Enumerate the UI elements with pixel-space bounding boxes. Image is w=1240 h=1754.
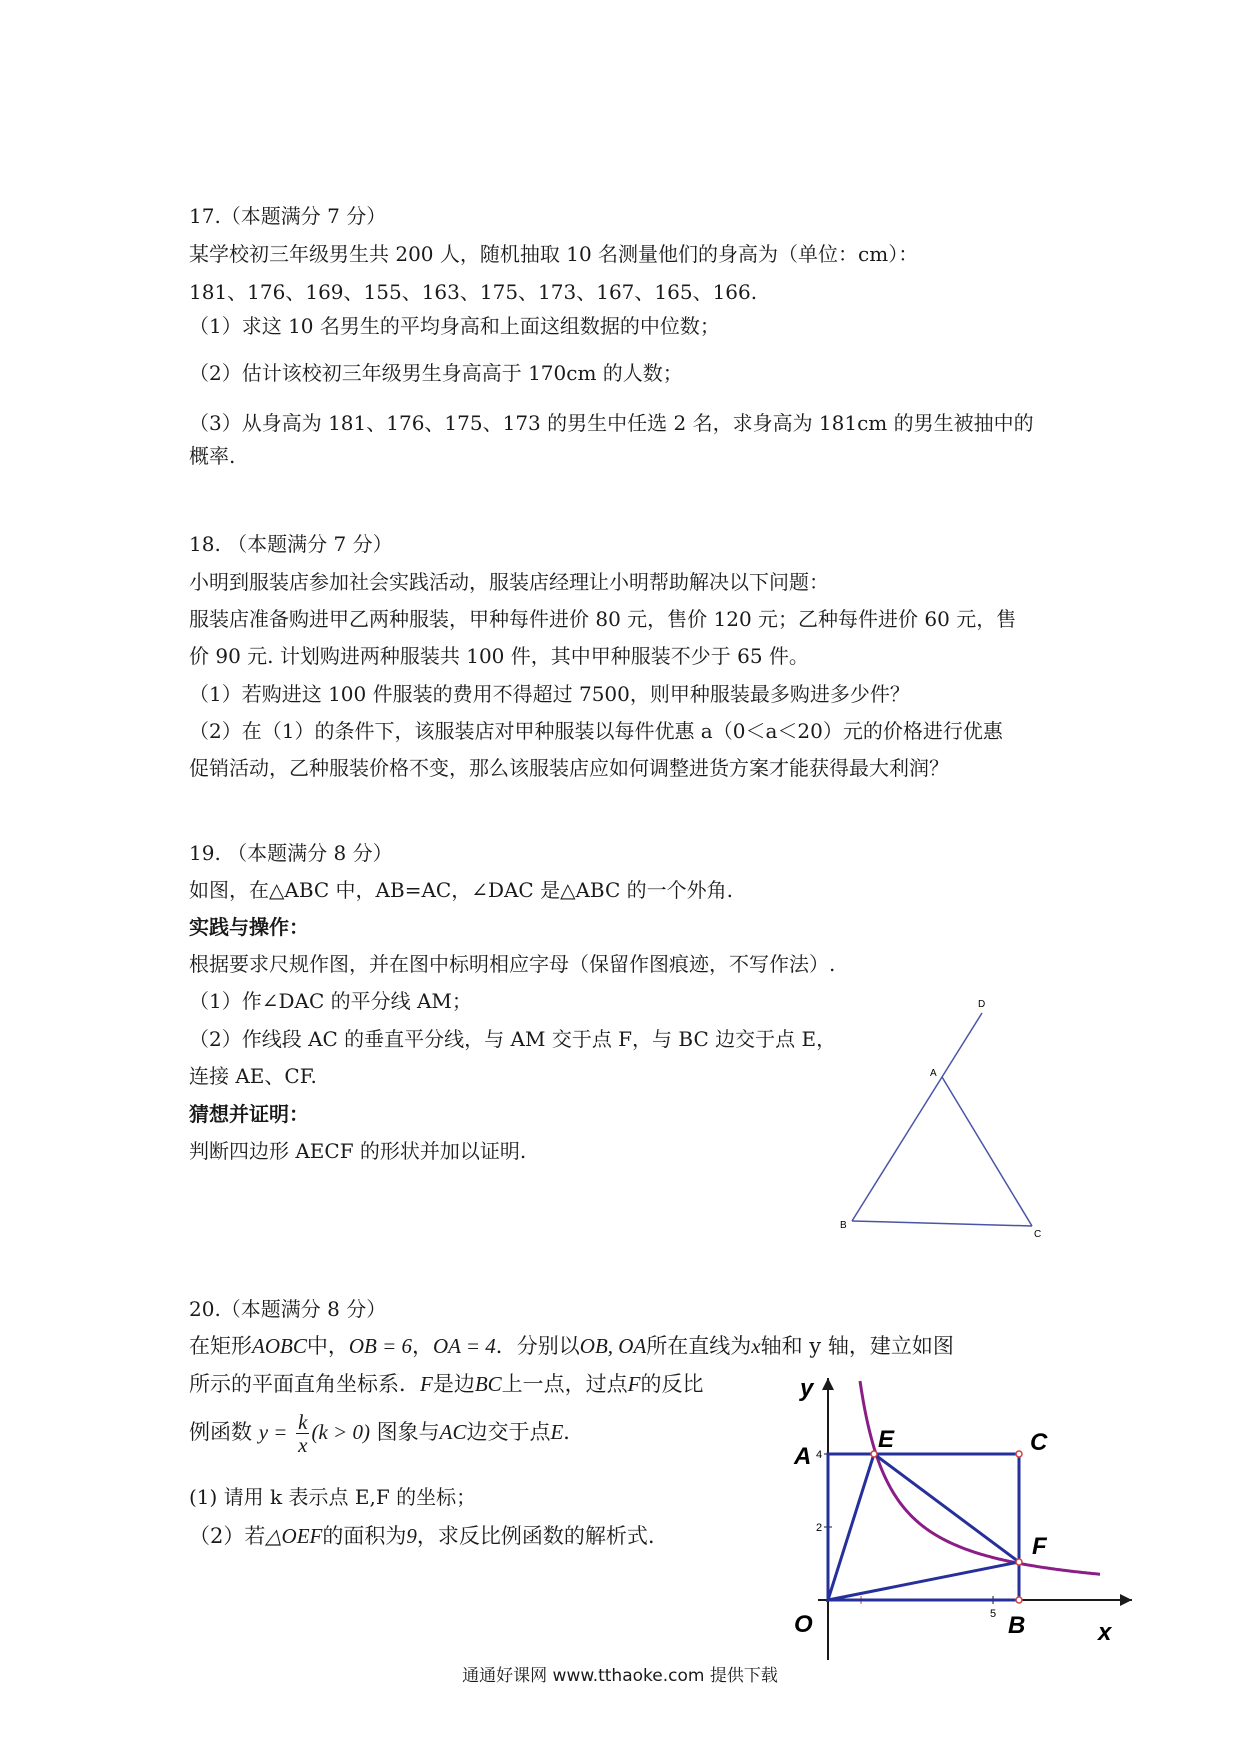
q20-l2-bc: BC bbox=[474, 1372, 502, 1396]
q19-practice-text: 根据要求尺规作图，并在图中标明相应字母（保留作图痕迹，不写作法）. bbox=[189, 952, 836, 976]
q20-coordinate-figure bbox=[780, 1370, 1140, 1660]
q20-l3-y: y = bbox=[258, 1420, 288, 1444]
q17-part1: （1）求这 10 名男生的平均身高和上面这组数据的中位数； bbox=[189, 314, 720, 338]
q20-header: 20.（本题满分 8 分） bbox=[189, 1297, 387, 1321]
label-C: C bbox=[1030, 1429, 1048, 1456]
q20-l1-text: 在矩形 bbox=[189, 1334, 252, 1358]
q20-l2-f2: F bbox=[627, 1372, 641, 1396]
q20-l1-axes: OB, OA bbox=[579, 1334, 647, 1358]
label-a: A bbox=[930, 1068, 937, 1079]
label-B: B bbox=[1008, 1612, 1026, 1639]
q19-part2: （2）作线段 AC 的垂直平分线，与 AM 交于点 F，与 BC 边交于点 E， bbox=[189, 1027, 837, 1051]
q17-header: 17.（本题满分 7 分） bbox=[189, 204, 387, 228]
q20-p2-nine: 9 bbox=[406, 1524, 417, 1548]
label-x: x bbox=[1098, 1619, 1112, 1646]
q19-guess-title: 猜想并证明： bbox=[189, 1102, 309, 1126]
point-c bbox=[1016, 1451, 1022, 1457]
q18-header: 18. （本题满分 7 分） bbox=[189, 532, 393, 556]
q19-triangle-figure bbox=[820, 990, 1080, 1240]
q18-stem-1: 小明到服装店参加社会实践活动，服装店经理让小明帮助解决以下问题： bbox=[189, 570, 829, 594]
q20-l3-text: 例函数 bbox=[189, 1420, 252, 1444]
label-d: D bbox=[978, 999, 986, 1010]
point-b bbox=[1016, 1597, 1022, 1603]
q17-part3: （3）从身高为 181、176、175、173 的男生中任选 2 名，求身高为 181cm 的男生被抽中的 bbox=[189, 411, 1034, 435]
tick-label-2: 2 bbox=[816, 1522, 823, 1534]
q18-part2-cont: 促销活动，乙种服装价格不变，那么该服装店应如何调整进货方案才能获得最大利润？ bbox=[189, 756, 949, 780]
q20-l1-text: 所在直线为 bbox=[646, 1334, 752, 1358]
q20-part2 bbox=[189, 1523, 655, 1549]
label-O: O bbox=[794, 1611, 813, 1638]
label-c: C bbox=[1034, 1229, 1042, 1240]
q19-guess-text: 判断四边形 AECF 的形状并加以证明. bbox=[189, 1139, 527, 1163]
q19-header: 19. （本题满分 8 分） bbox=[189, 841, 393, 865]
q20-line3 bbox=[189, 1408, 584, 1456]
q19-stem: 如图，在△ABC 中，AB=AC，∠DAC 是△ABC 的一个外角. bbox=[189, 878, 734, 902]
q18-part1: （1）若购进这 100 件服装的费用不得超过 7500，则甲种服装最多购进多少件？ bbox=[189, 682, 910, 706]
label-A: A bbox=[794, 1443, 812, 1470]
q20-line2 bbox=[189, 1371, 704, 1397]
q20-p2-text: ，求反比例函数的解析式. bbox=[416, 1524, 655, 1548]
q17-part3-cont: 概率. bbox=[189, 444, 236, 468]
line-a-to-c bbox=[942, 1077, 1032, 1226]
q20-part1: (1) 请用 k 表示点 E,F 的坐标； bbox=[189, 1485, 477, 1509]
q18-stem-2: 服装店准备购进甲乙两种服装，甲种每件进价 80 元，售价 120 元；乙种每件进价 60 元，售 bbox=[189, 607, 1017, 631]
q18-part2: （2）在（1）的条件下，该服装店对甲种服装以每件优惠 a（0＜a＜20）元的价格进行优惠 bbox=[189, 719, 1003, 743]
q17-stem: 某学校初三年级男生共 200 人，随机抽取 10 名测量他们的身高为（单位：cm）： bbox=[189, 242, 919, 266]
q19-practice-title: 实践与操作： bbox=[189, 915, 309, 939]
q20-l1-text: 中， bbox=[306, 1334, 349, 1358]
tick-label-5: 5 bbox=[990, 1608, 997, 1620]
fraction-denominator: x bbox=[298, 1433, 308, 1457]
q20-l1-oa: OA = 4 bbox=[433, 1334, 496, 1358]
q20-l1-ob: OB = 6 bbox=[348, 1334, 412, 1358]
hyperbola-curve bbox=[860, 1381, 1100, 1574]
point-e bbox=[871, 1451, 877, 1457]
label-E: E bbox=[878, 1426, 895, 1453]
q20-l3-ac: AC bbox=[439, 1420, 467, 1444]
q20-p2-oef: △OEF bbox=[265, 1524, 323, 1548]
q20-l3-text: ． bbox=[563, 1420, 585, 1444]
q18-stem-3: 价 90 元. 计划购进两种服装共 100 件，其中甲种服装不少于 65 件。 bbox=[189, 644, 809, 668]
line-b-to-d bbox=[852, 1013, 982, 1221]
label-F: F bbox=[1032, 1533, 1047, 1560]
line-b-to-c bbox=[852, 1221, 1032, 1226]
q20-l1-aobc: AOBC bbox=[252, 1334, 307, 1358]
q20-l1-text: ， bbox=[412, 1334, 433, 1358]
q20-l3-text: 边交于点 bbox=[466, 1420, 551, 1444]
q20-l2-f: F bbox=[420, 1372, 433, 1396]
q20-l3-e: E bbox=[550, 1420, 564, 1444]
q20-p2-text: （2）若 bbox=[189, 1524, 266, 1548]
fraction-k-over-x bbox=[296, 1411, 309, 1456]
q20-l1-text: 轴和 y 轴，建立如图 bbox=[760, 1334, 954, 1358]
q20-p2-text: 的面积为 bbox=[322, 1524, 407, 1548]
label-y: y bbox=[800, 1375, 814, 1402]
point-f bbox=[1016, 1559, 1022, 1565]
q20-l2-text: 所示的平面直角坐标系． bbox=[189, 1372, 420, 1396]
q19-part2-cont: 连接 AE、CF. bbox=[189, 1064, 317, 1088]
q20-line1 bbox=[189, 1333, 954, 1359]
fraction-numerator: k bbox=[298, 1410, 308, 1434]
q19-part1: （1）作∠DAC 的平分线 AM； bbox=[189, 989, 472, 1013]
tick-label-4: 4 bbox=[816, 1449, 823, 1461]
q17-part2: （2）估计该校初三年级男生身高高于 170cm 的人数； bbox=[189, 361, 683, 385]
q20-l3-text: 图象与 bbox=[376, 1420, 440, 1444]
q20-l3-k-condition: (k > 0) bbox=[311, 1420, 370, 1444]
q20-l1-text: ．分别以 bbox=[495, 1334, 580, 1358]
q20-l2-text: 的反比 bbox=[640, 1372, 704, 1396]
q20-l1-x: x bbox=[751, 1334, 761, 1358]
q20-l2-text: 是边 bbox=[432, 1372, 475, 1396]
label-b: B bbox=[840, 1220, 847, 1231]
q17-data: 181、176、169、155、163、175、173、167、165、166. bbox=[189, 280, 758, 304]
q20-l2-text: 上一点，过点 bbox=[501, 1372, 628, 1396]
footer-source: 通通好课网 www.tthaoke.com 提供下载 bbox=[462, 1666, 778, 1686]
